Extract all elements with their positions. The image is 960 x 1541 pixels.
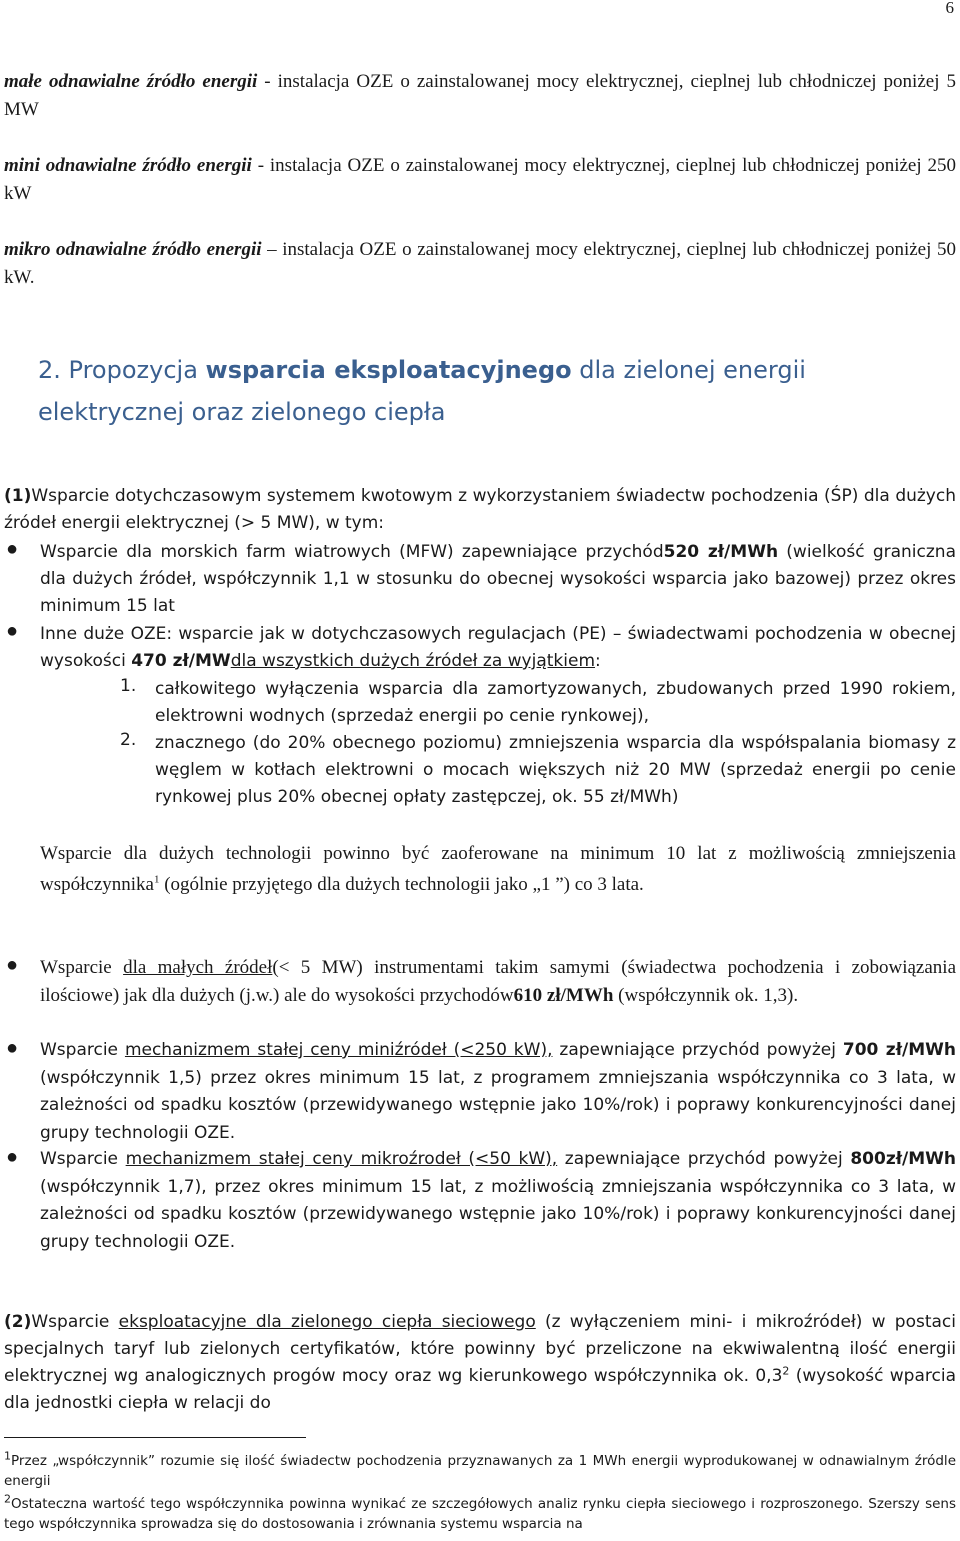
mini-post: (współczynnik 1,5) przez okres minimum 15 lat, z programem zmniejszania współczynnika co 3 lata, w zależności od spadku kosztów (przewidywanego wstępnie jako 10%/rok) i poprawy konkurencyjności danej grupy technologii OZE.: [40, 1067, 956, 1143]
section1-intro: [4, 483, 956, 537]
footnote-2: [4, 1494, 956, 1534]
bullet-mfw-value: 520 zł/MWh: [663, 542, 779, 562]
mikro-pre: Wsparcie: [40, 1149, 126, 1169]
bullet-mfw-pre: Wsparcie dla morskich farm wiatrowych (MFW) zapewniające przychód: [40, 542, 664, 562]
mini-value: 700 zł/MWh: [842, 1040, 956, 1060]
page-number: 6: [945, 0, 954, 17]
exception-item: znacznego (do 20% obecnego poziomu) zmniejszenia wsparcia dla współspalania biomasy z węglem w kotłach elektrowni o mocach większych niż 20 MW (sprzedaż energii po cenie rynkowej plus 20% obecnej opłaty zastępczej, ok. 55 zł/MWh): [155, 733, 956, 807]
bullet-oze-post: :: [595, 651, 601, 671]
definition-text: - instalacja OZE o zainstalowanej mocy elektrycznej, cieplnej lub chłodniczej poniżej 250 kW: [4, 155, 956, 204]
bullet-oze-pre: Inne duże OZE: wsparcie jak w dotychczasowych regulacjach (PE) – świadectwami pochodzenia w obecnej wysokości: [40, 624, 956, 671]
mikro-post: (współczynnik 1,7), przez okres minimum 15 lat, z możliwością zmniejszania współczynnika co 3 lata, w zależności od spadku kosztów (przewidywanego wstępnie jako 10%/rok) i poprawy konkurencyjności danej grupy technologii OZE.: [40, 1176, 956, 1252]
section2-paragraph: [4, 1309, 956, 1417]
bullet-oze-value: 470 zł/MW: [131, 651, 231, 671]
exception-number: 1.: [120, 676, 137, 696]
section2-marker: (2): [4, 1312, 32, 1332]
bullet-icon: ●: [6, 1037, 19, 1059]
heading-bold: wsparcia eksploatacyjnego: [205, 356, 572, 384]
heading-number: 2.: [38, 356, 61, 384]
section-heading: [38, 349, 948, 433]
section1-marker: (1): [4, 486, 32, 506]
mikro-value: 800zł/MWh: [850, 1149, 956, 1169]
mini-underline: mechanizmem stałej ceny miniźródeł (<250 kW),: [124, 1040, 553, 1060]
section2-post: (z wyłączeniem mini- i mikroźródeł) w postaci specjalnych taryf lub zielonych certyfikatów, które powinny być przeliczone na ekwiwalentną ilość energii elektrycznej wg analogicznych progów mocy oraz wg kierunkowego współczynnika ok. 0,3: [4, 1312, 956, 1386]
mini-mid: zapewniające przychód powyżej: [552, 1040, 843, 1060]
bullet-oze-underline: dla wszystkich dużych źródeł za wyjątkiem: [230, 651, 595, 671]
bullet-mfw-post: (wielkość graniczna dla dużych źródeł, współczynnik 1,1 w stosunku do obecnej wysokości wsparcia jako bazowej) przez okres minimum 15 lat: [40, 542, 956, 616]
definition-mikro: [4, 236, 956, 292]
small-pre: Wsparcie: [40, 957, 124, 978]
definition-term: mikro odnawialne źródło energii: [4, 239, 262, 260]
definition-mini: [4, 152, 956, 208]
large-tech-paragraph: [40, 838, 956, 900]
bullet-mfw: [40, 539, 956, 620]
definition-term: małe odnawialne źródło energii: [4, 71, 258, 92]
section2-pre: Wsparcie: [31, 1312, 119, 1332]
bullet-mini-sources: [40, 1037, 956, 1147]
small-underline: dla małych źródeł: [123, 957, 273, 978]
footnote-text: Ostateczna wartość tego współczynnika powinna wynikać ze szczegółowych analiz rynku ciepła sieciowego i rozproszonego. Szerszy sens tego współczynnika sprowadza się do dostosowania i zrównania systemu wsparcia na: [4, 1496, 956, 1532]
definition-text: - instalacja OZE o zainstalowanej mocy elektrycznej, cieplnej lub chłodniczej poniżej 5 MW: [4, 71, 956, 120]
definition-text: – instalacja OZE o zainstalowanej mocy elektrycznej, cieplnej lub chłodniczej poniżej 50 kW.: [4, 239, 956, 288]
exception-item: całkowitego wyłączenia wsparcia dla zamortyzowanych, zbudowanych przed 1990 rokiem, elektrowni wodnych (sprzedaż energii po cenie rynkowej),: [155, 679, 956, 726]
bullet-large-oze: [40, 621, 956, 675]
bullet-icon: ●: [6, 620, 19, 642]
large-tech-pre: Wsparcie dla dużych technologii powinno być zaoferowane na minimum 10 lat z możliwością zmniejszenia współczynnika: [40, 843, 956, 895]
footnote-mark: 2: [4, 1492, 11, 1506]
small-value: 610 zł/MWh: [513, 984, 614, 1006]
large-tech-post: (ogólnie przyjętego dla dużych technologii jako „1 ”) co 3 lata.: [159, 874, 644, 895]
section1-intro-text: Wsparcie dotychczasowym systemem kwotowym z wykorzystaniem świadectw pochodzenia (ŚP) dla dużych źródeł energii elektrycznej (> 5 MW), w tym:: [4, 486, 956, 533]
mikro-underline: mechanizmem stałej ceny mikroźrodeł (<50 kW),: [125, 1149, 558, 1169]
footnote-1: [4, 1451, 956, 1491]
section2-underline: eksploatacyjne dla zielonego ciepła sieciowego: [118, 1312, 536, 1332]
mikro-mid: zapewniające przychód powyżej: [557, 1149, 851, 1169]
footnote-ref: 2: [782, 1364, 790, 1378]
bullet-icon: ●: [6, 954, 19, 976]
definition-term: mini odnawialne źródło energii: [4, 155, 252, 176]
small-mid: (< 5 MW) instrumentami takim samymi (świadectwa pochodzenia i zobowiązania ilościowe) jak dla dużych (j.w.) ale do wysokości przychodów: [40, 957, 957, 1006]
definition-male: [4, 68, 956, 124]
exception-number: 2.: [120, 730, 137, 750]
heading-post: dla zielonej energii elektrycznej oraz zielonego ciepła: [38, 356, 806, 426]
bullet-mikro-sources: [40, 1146, 956, 1256]
footnote-separator: [4, 1437, 306, 1438]
heading-pre: Propozycja: [60, 356, 206, 384]
section2-tail: (wysokość wparcia dla jednostki ciepła w relacji do: [4, 1366, 956, 1413]
mini-pre: Wsparcie: [40, 1040, 125, 1060]
bullet-small-sources: [40, 954, 956, 1009]
small-post: (współczynnik ok. 1,3).: [613, 984, 799, 1006]
bullet-icon: ●: [6, 1146, 19, 1168]
bullet-icon: ●: [6, 538, 19, 560]
footnote-mark: 1: [4, 1449, 11, 1463]
footnote-ref: 1: [153, 873, 160, 886]
footnote-text: Przez „współczynnik” rozumie się ilość świadectw pochodzenia przyznawanych za 1 MWh energii wyprodukowanej w odnawialnym źródle energii: [4, 1453, 956, 1489]
